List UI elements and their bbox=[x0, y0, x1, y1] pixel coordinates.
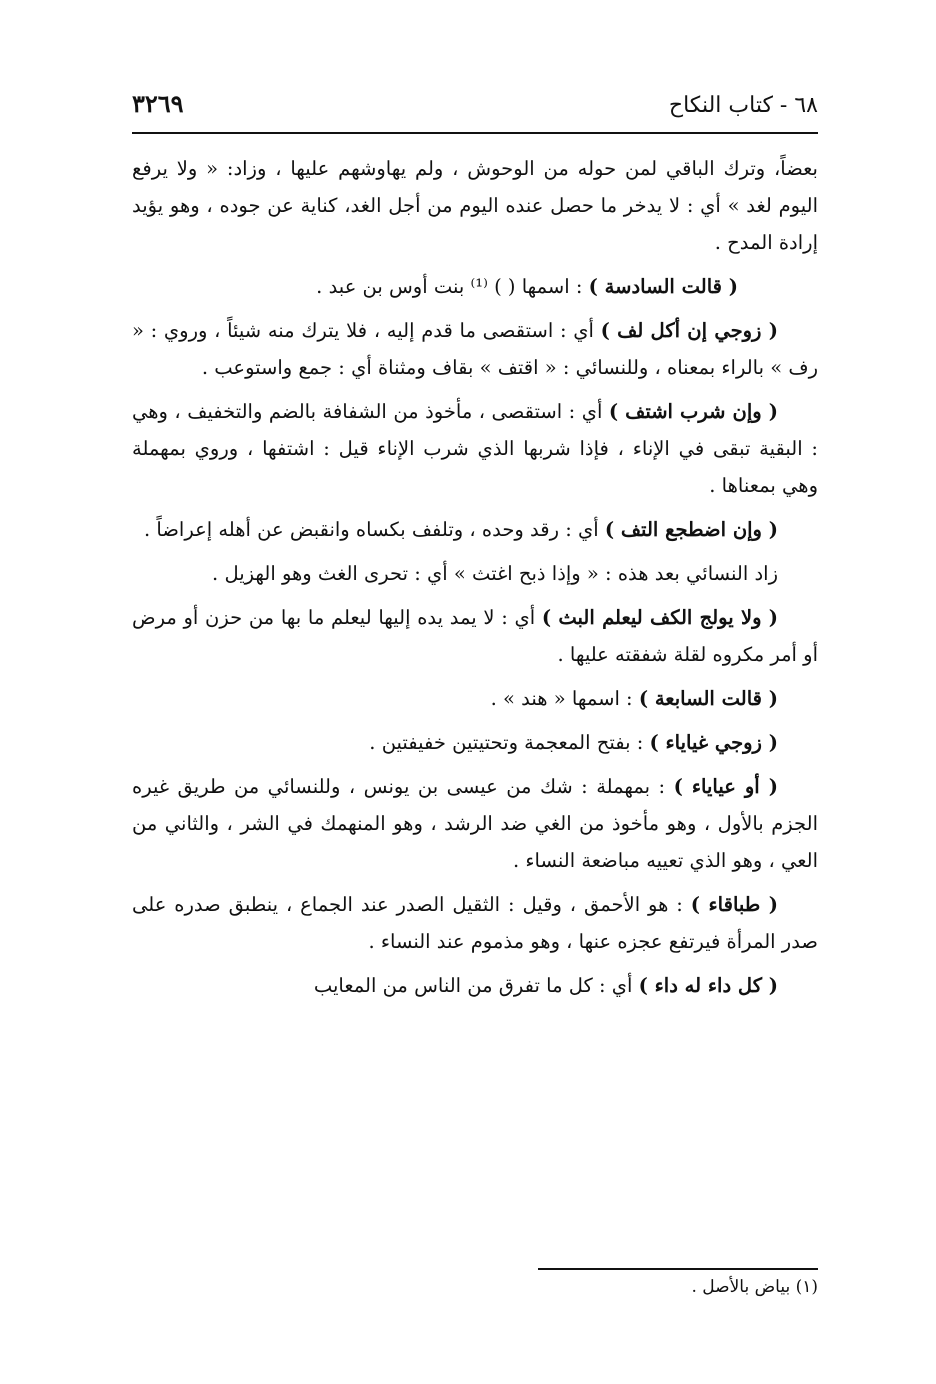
paragraph bbox=[132, 768, 818, 879]
paragraph-text: أي : لا يمد يده إليها ليعلم ما بها من حزن أو مرض أو أمر مكروه لقلة شفقته عليها . bbox=[132, 606, 818, 666]
paragraph-lead: ( وإن اضطجع التف ) bbox=[604, 518, 778, 541]
paragraph bbox=[132, 724, 818, 761]
paragraph bbox=[132, 967, 818, 1004]
book-page bbox=[132, 82, 818, 1322]
paragraph-lead: ( أو عياياء ) bbox=[673, 775, 778, 798]
paragraph-text: : اسمها ( ) ⁽¹⁾ بنت أوس بن عبد . bbox=[316, 275, 589, 298]
paragraph-lead: ( زوجي غياياء ) bbox=[649, 731, 778, 754]
page-header bbox=[132, 82, 818, 118]
paragraph-text: زاد النسائي بعد هذه : « وإذا ذبح اغتث » أي : تحرى الغث وهو الهزيل . bbox=[212, 562, 778, 585]
paragraph-lead: ( ولا يولج الكف ليعلم البث ) bbox=[541, 606, 779, 629]
paragraph bbox=[132, 312, 818, 386]
footnote-divider bbox=[538, 1268, 818, 1270]
paragraph-text: أي : كل ما تفرق من الناس من المعايب bbox=[313, 974, 639, 997]
paragraph-lead: ( زوجي إن أكل لف ) bbox=[600, 319, 778, 342]
page-number: ٣٢٦٩ bbox=[132, 89, 184, 118]
paragraph-lead: ( طباقاء ) bbox=[690, 893, 779, 916]
paragraph-text: : اسمها « هند » . bbox=[490, 687, 639, 710]
paragraph-text: بعضاً، وترك الباقي لمن حوله من الوحوش ، ولم يهاوشهم عليها ، وزاد: « ولا يرفع اليوم لغد » أي : لا يدخر ما حصل عنده اليوم من أجل الغد، كناية عن جوده ، وهو يؤيد إرادة المدح . bbox=[132, 157, 818, 254]
paragraph bbox=[132, 150, 818, 261]
paragraph-lead: ( وإن شرب اشتف ) bbox=[608, 400, 778, 423]
paragraph-text: : بمهملة : شك من عيسى بن يونس ، وللنسائي من طريق غيره الجزم بالأول ، وهو مأخوذ من الغي ضد الرشد ، وهو المنهمك في الشر ، والثاني من العي ، وهو الذي تعييه مباضعة النساء . bbox=[132, 775, 818, 872]
chapter-title: ٦٨ - كتاب النكاح bbox=[668, 93, 818, 118]
paragraph-text: أي : رقد وحده ، وتلفف بكساه وانقبض عن أهله إعراضاً . bbox=[144, 518, 605, 541]
header-divider bbox=[132, 132, 818, 134]
paragraph bbox=[132, 886, 818, 960]
paragraph-text: أي : استقصى ما قدم إليه ، فلا يترك منه شيئاً ، وروي : « رف » بالراء بمعناه ، وللنسائي : « اقتف » بقاف ومثناة أي : جمع واستوعب . bbox=[132, 319, 818, 379]
paragraph bbox=[132, 393, 818, 504]
paragraph-text: : بفتح المعجمة وتحتيتين خفيفتين . bbox=[369, 731, 650, 754]
paragraph-text: أي : استقصى ، مأخوذ من الشفافة بالضم والتخفيف ، وهي : البقية تبقى في الإناء ، فإذا شربها الذي شرب الإناء قيل : اشتفها ، وروي بمهملة وهي بمعناها . bbox=[132, 400, 818, 497]
page-body bbox=[132, 150, 818, 1011]
paragraph-lead: ( كل داء له داء ) bbox=[638, 974, 778, 997]
paragraph-text: : هو الأحمق ، وقيل : الثقيل الصدر عند الجماع ، ينطبق صدره على صدر المرأة فيرتفع عجزه عنها ، وهو مذموم عند النساء . bbox=[132, 893, 818, 953]
paragraph bbox=[132, 268, 818, 305]
paragraph-lead: ( قالت السابعة ) bbox=[638, 687, 778, 710]
paragraph bbox=[132, 555, 818, 592]
paragraph-lead: ( قالت السادسة ) bbox=[588, 275, 738, 298]
paragraph bbox=[132, 599, 818, 673]
paragraph bbox=[132, 680, 818, 717]
paragraph bbox=[132, 511, 818, 548]
footnote: (١) بياض بالأصل . bbox=[691, 1277, 818, 1297]
